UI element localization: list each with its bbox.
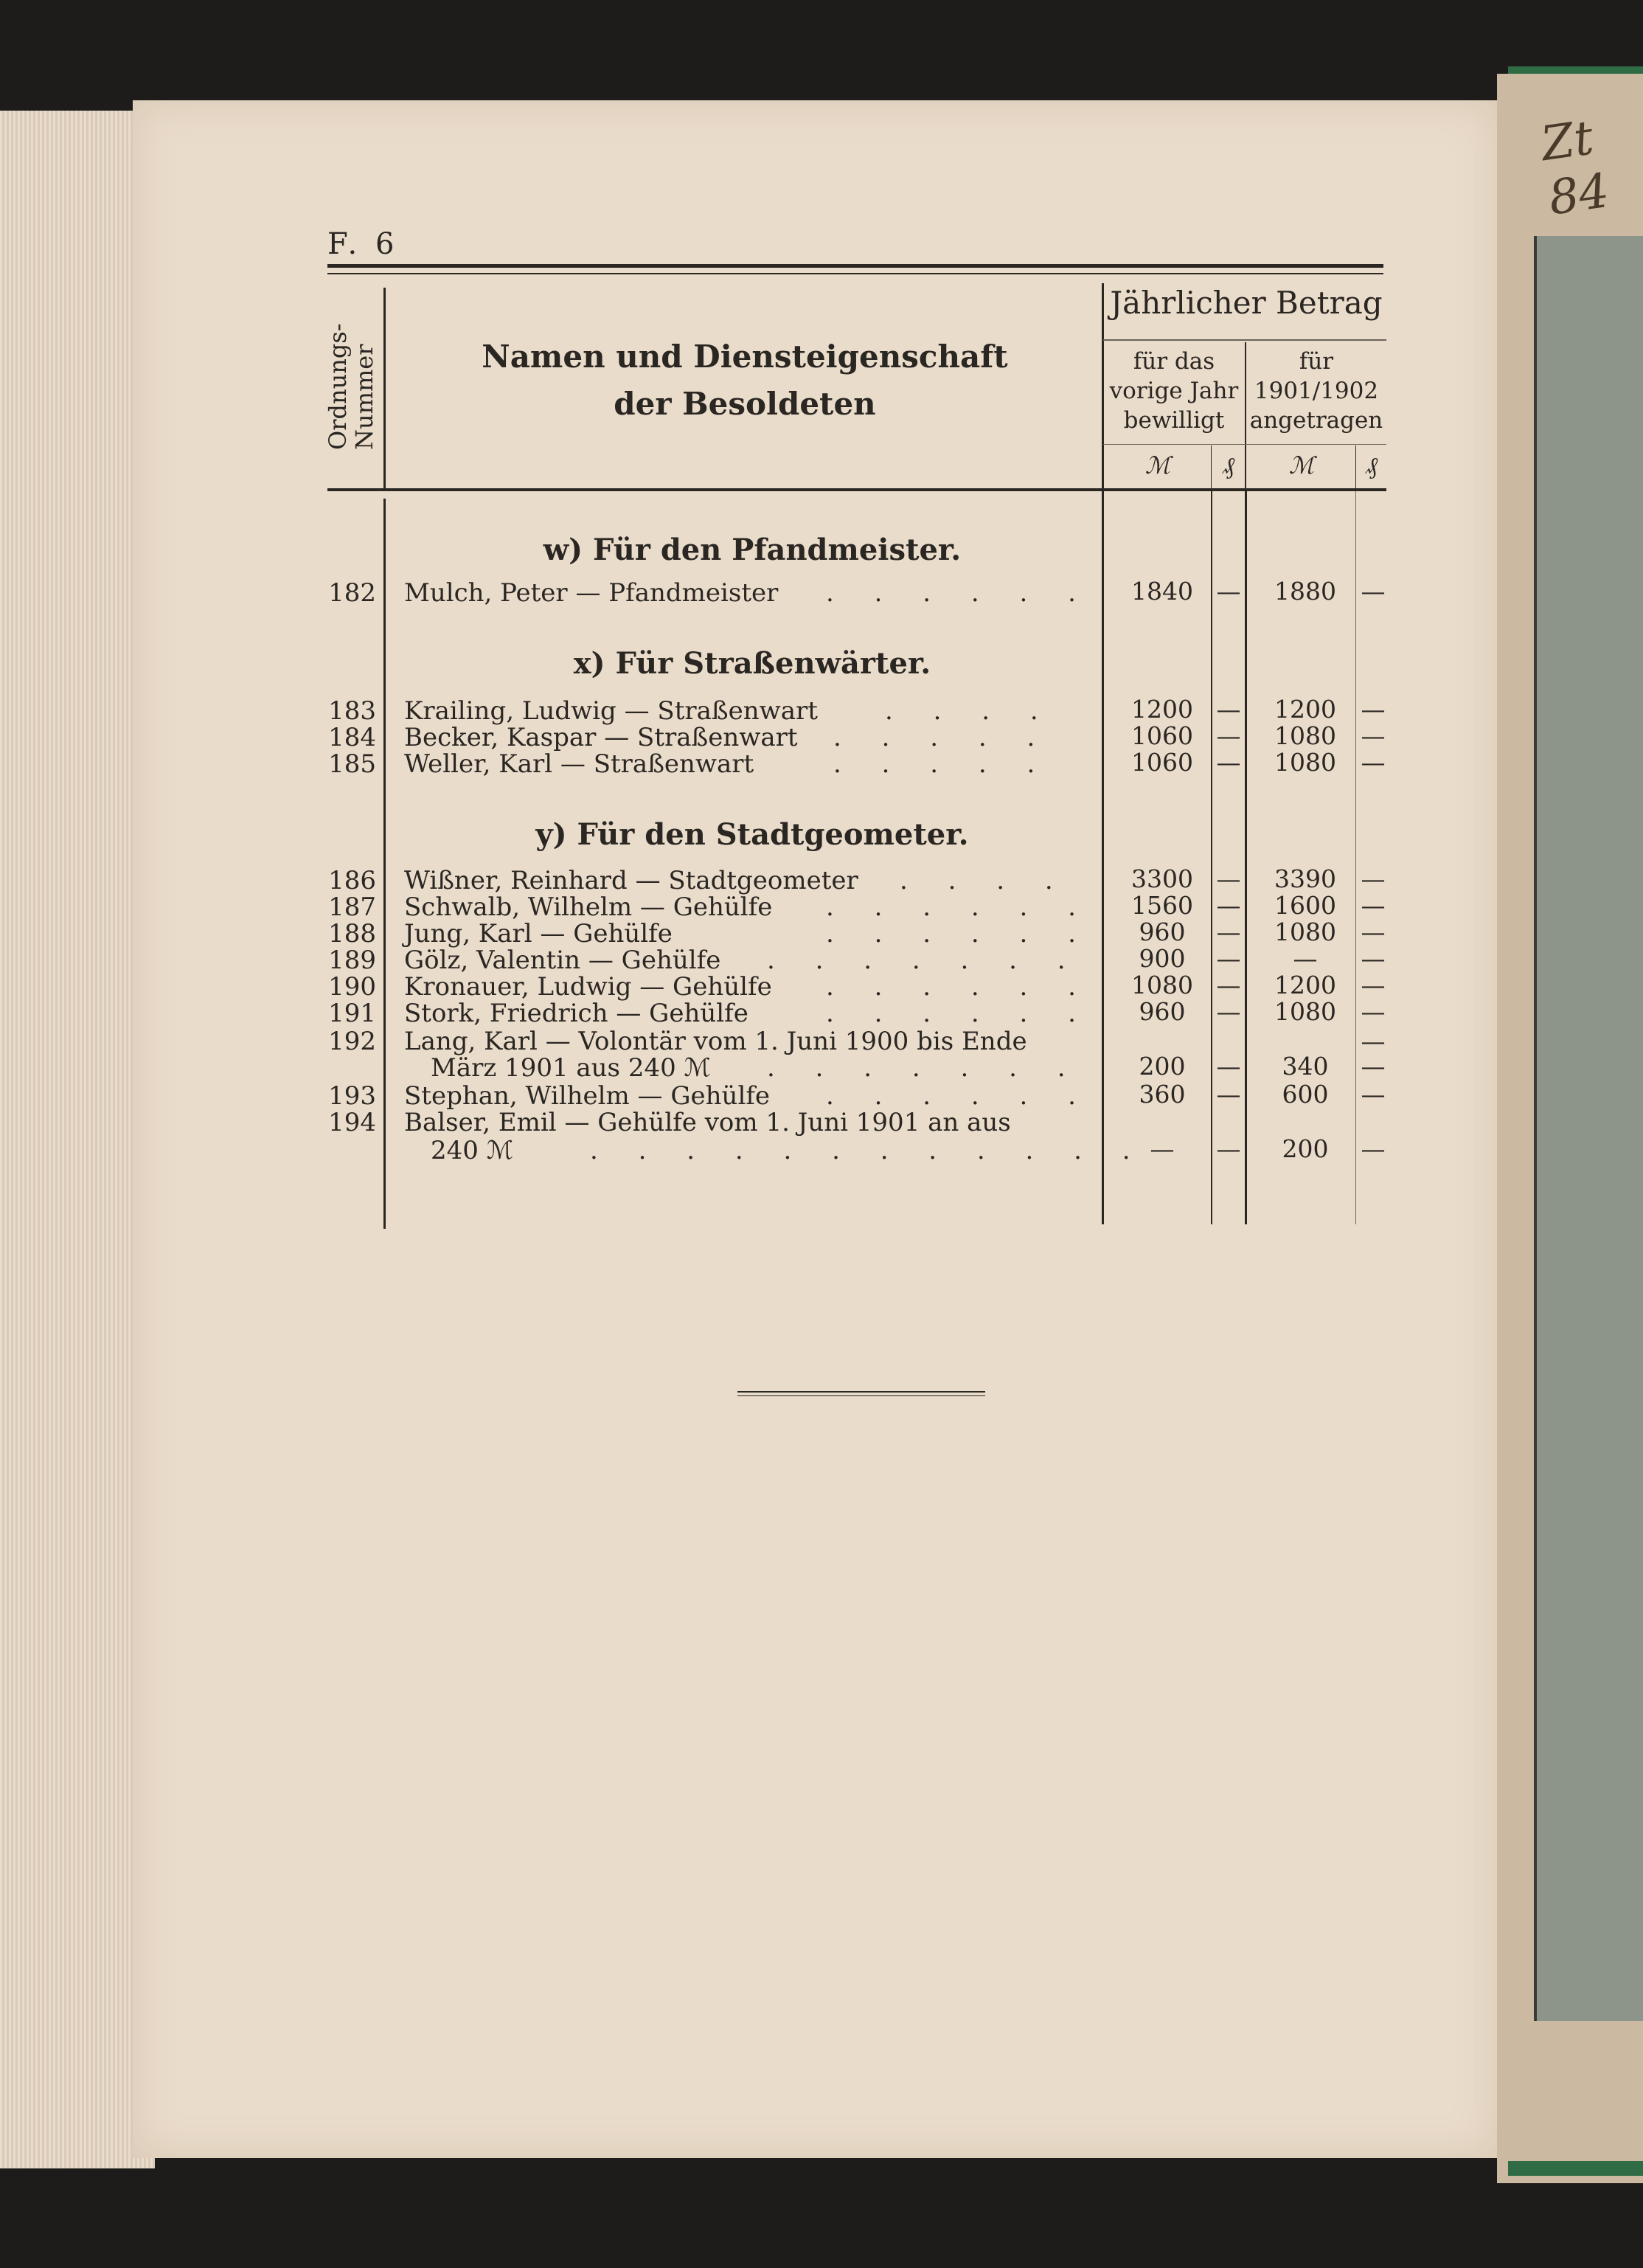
row-nr: 190 bbox=[328, 972, 376, 1002]
row-prev: 1060 bbox=[1131, 748, 1193, 777]
header-currency-rule bbox=[1103, 444, 1386, 445]
row-new-pf: — bbox=[1361, 577, 1386, 606]
row-nr: 184 bbox=[328, 723, 376, 752]
header-new-pf: ₰ bbox=[1366, 451, 1378, 479]
row-name: Schwalb, Wilhelm — Gehülfe bbox=[404, 892, 773, 922]
row-name: Wißner, Reinhard — Stadtgeometer bbox=[404, 866, 858, 895]
row-new-pf: — bbox=[1361, 1134, 1386, 1163]
row-new: 1080 bbox=[1274, 748, 1336, 777]
row-name: Becker, Kaspar — Straßenwart bbox=[404, 723, 798, 752]
row-dots: . . . . . . bbox=[826, 578, 1092, 608]
row-dots: . . . . . bbox=[833, 723, 1052, 752]
row-new-pf: — bbox=[1361, 997, 1386, 1026]
row-new-pf: — bbox=[1361, 944, 1386, 973]
header-sep-new-pf bbox=[1355, 445, 1356, 488]
row-prev: — bbox=[1150, 1134, 1175, 1163]
row-prev: 960 bbox=[1139, 918, 1186, 946]
header-top-rule-thin bbox=[327, 273, 1383, 274]
row-nr: 183 bbox=[328, 696, 376, 726]
row-new: 1080 bbox=[1274, 997, 1336, 1026]
row-extra-pf: — bbox=[1361, 1027, 1386, 1055]
row-name: Kronauer, Ludwig — Gehülfe bbox=[404, 972, 772, 1002]
header-bottom-rule bbox=[327, 488, 1386, 491]
row-dots: . . . . . bbox=[833, 749, 1052, 779]
row-dots: . . . . . . . bbox=[767, 946, 1082, 975]
row-prev: 3300 bbox=[1131, 864, 1193, 893]
header-title bbox=[450, 333, 1040, 428]
cover-binding-bottom bbox=[1508, 2161, 1643, 2176]
header-col-new-l2: 1901/1902 bbox=[1254, 378, 1379, 404]
row-new-pf: — bbox=[1361, 864, 1386, 893]
row-new: 600 bbox=[1282, 1080, 1329, 1109]
row-name: Krailing, Ludwig — Straßenwart bbox=[404, 696, 818, 726]
row-prev: 200 bbox=[1139, 1052, 1186, 1081]
header-col-prev bbox=[1103, 347, 1245, 435]
body-sep-prev-new bbox=[1245, 491, 1247, 1224]
header-new-mark: ℳ bbox=[1288, 451, 1315, 479]
row-name: Stephan, Wilhelm — Gehülfe bbox=[404, 1081, 771, 1111]
row-prev-pf: — bbox=[1216, 864, 1241, 893]
header-col-prev-l1: für das bbox=[1133, 348, 1215, 375]
row-new-pf: — bbox=[1361, 695, 1386, 724]
header-col-prev-l3: bewilligt bbox=[1123, 407, 1225, 434]
header-ord-line2: Nummer bbox=[350, 344, 378, 450]
header-prev-mark: ℳ bbox=[1144, 451, 1171, 479]
row-prev-pf: — bbox=[1216, 748, 1241, 777]
row-prev: 960 bbox=[1139, 997, 1186, 1026]
row-prev: 1080 bbox=[1131, 971, 1193, 999]
row-new: — bbox=[1293, 944, 1318, 973]
row-prev-pf: — bbox=[1216, 997, 1241, 1026]
header-col-new-l3: angetragen bbox=[1249, 407, 1383, 434]
book-page-edges bbox=[0, 111, 155, 2168]
row-new: 340 bbox=[1282, 1052, 1329, 1081]
row-name-cont: 240 ℳ bbox=[431, 1136, 514, 1165]
row-nr: 191 bbox=[328, 999, 376, 1028]
row-prev-pf: — bbox=[1216, 1052, 1241, 1081]
row-nr: 193 bbox=[328, 1081, 376, 1111]
row-dots: . . . . . . bbox=[826, 919, 1092, 949]
row-new-pf: — bbox=[1361, 1052, 1386, 1081]
row-name: Weller, Karl — Straßenwart bbox=[404, 749, 754, 779]
row-new: 1880 bbox=[1274, 577, 1336, 606]
row-new: 200 bbox=[1282, 1134, 1329, 1163]
row-nr: 189 bbox=[328, 946, 376, 975]
row-nr: 185 bbox=[328, 749, 376, 779]
row-nr: 182 bbox=[328, 578, 376, 608]
body-sep-betrag bbox=[1102, 491, 1104, 1224]
header-sep-prev-pf bbox=[1211, 445, 1212, 488]
row-prev: 360 bbox=[1139, 1080, 1186, 1109]
row-prev: 1840 bbox=[1131, 577, 1193, 606]
header-col-prev-l2: vorige Jahr bbox=[1109, 378, 1239, 404]
row-dots: . . . . bbox=[885, 696, 1055, 726]
row-dots: . . . . . . . bbox=[767, 1053, 1082, 1083]
row-new-pf: — bbox=[1361, 891, 1386, 920]
header-ord-line1: Ordnungs- bbox=[324, 323, 352, 450]
header-sep-ord bbox=[383, 288, 386, 488]
row-name: Mulch, Peter — Pfandmeister bbox=[404, 578, 779, 608]
row-prev-pf: — bbox=[1216, 1134, 1241, 1163]
row-nr: 186 bbox=[328, 866, 376, 895]
row-prev-pf: — bbox=[1216, 577, 1241, 606]
row-new: 1200 bbox=[1274, 971, 1336, 999]
header-prev-pf: ₰ bbox=[1223, 451, 1234, 479]
cover-panel bbox=[1534, 236, 1643, 2021]
row-dots: . . . . . . bbox=[826, 892, 1092, 922]
row-prev-pf: — bbox=[1216, 971, 1241, 999]
row-name-cont: März 1901 aus 240 ℳ bbox=[431, 1053, 711, 1083]
header-title-line1: Namen und Diensteigenschaft bbox=[482, 339, 1008, 375]
end-rule bbox=[737, 1391, 985, 1393]
row-dots: . . . . . . . . . . . . bbox=[590, 1136, 1147, 1165]
row-name: Jung, Karl — Gehülfe bbox=[404, 919, 673, 949]
body-sep-ord bbox=[383, 499, 386, 1229]
row-name: Balser, Emil — Gehülfe vom 1. Juni 1901 an aus bbox=[404, 1108, 1011, 1137]
row-prev-pf: — bbox=[1216, 721, 1241, 750]
page-id: F. 6 bbox=[327, 227, 399, 261]
header-title-line2: der Besoldeten bbox=[614, 386, 876, 422]
section-stadtgeometer: y) Für den Stadtgeometer. bbox=[535, 817, 969, 852]
row-prev: 900 bbox=[1139, 944, 1186, 973]
row-nr: 187 bbox=[328, 892, 376, 922]
header-top-rule bbox=[327, 264, 1383, 268]
row-name: Gölz, Valentin — Gehülfe bbox=[404, 946, 721, 975]
row-dots: . . . . . . bbox=[826, 972, 1092, 1002]
row-prev: 1060 bbox=[1131, 721, 1193, 750]
section-pfandmeister: w) Für den Pfandmeister. bbox=[543, 533, 962, 567]
row-new-pf: — bbox=[1361, 971, 1386, 999]
row-new: 1200 bbox=[1274, 695, 1336, 724]
row-name: Lang, Karl — Volontär vom 1. Juni 1900 bis Ende bbox=[404, 1027, 1027, 1056]
row-new-pf: — bbox=[1361, 918, 1386, 946]
row-prev-pf: — bbox=[1216, 944, 1241, 973]
end-rule-thin bbox=[737, 1395, 985, 1396]
row-nr: 188 bbox=[328, 919, 376, 949]
row-prev: 1560 bbox=[1131, 891, 1193, 920]
row-prev: 1200 bbox=[1131, 695, 1193, 724]
row-dots: . . . . . . bbox=[826, 1081, 1092, 1111]
row-dots: . . . . bbox=[900, 866, 1069, 895]
header-col-new bbox=[1246, 347, 1386, 435]
row-nr: 192 bbox=[328, 1027, 376, 1056]
row-new: 3390 bbox=[1274, 864, 1336, 893]
row-new-pf: — bbox=[1361, 1080, 1386, 1109]
row-dots: . . . . . . bbox=[826, 999, 1092, 1028]
header-col-new-l1: für bbox=[1299, 348, 1334, 375]
cover-handwritten-note: Zt 84 bbox=[1538, 111, 1613, 226]
row-new-pf: — bbox=[1361, 748, 1386, 777]
row-prev-pf: — bbox=[1216, 918, 1241, 946]
section-strassenwaerter: x) Für Straßenwärter. bbox=[573, 646, 931, 681]
row-prev-pf: — bbox=[1216, 891, 1241, 920]
row-new-pf: — bbox=[1361, 721, 1386, 750]
row-prev-pf: — bbox=[1216, 1080, 1241, 1109]
row-new: 1600 bbox=[1274, 891, 1336, 920]
row-new: 1080 bbox=[1274, 721, 1336, 750]
row-new: 1080 bbox=[1274, 918, 1336, 946]
row-name: Stork, Friedrich — Gehülfe bbox=[404, 999, 748, 1028]
header-ord-label bbox=[324, 323, 383, 450]
row-prev-pf: — bbox=[1216, 695, 1241, 724]
header-betrag-rule bbox=[1103, 339, 1386, 341]
header-betrag: Jährlicher Betrag bbox=[1110, 285, 1383, 321]
row-nr: 194 bbox=[328, 1108, 376, 1137]
